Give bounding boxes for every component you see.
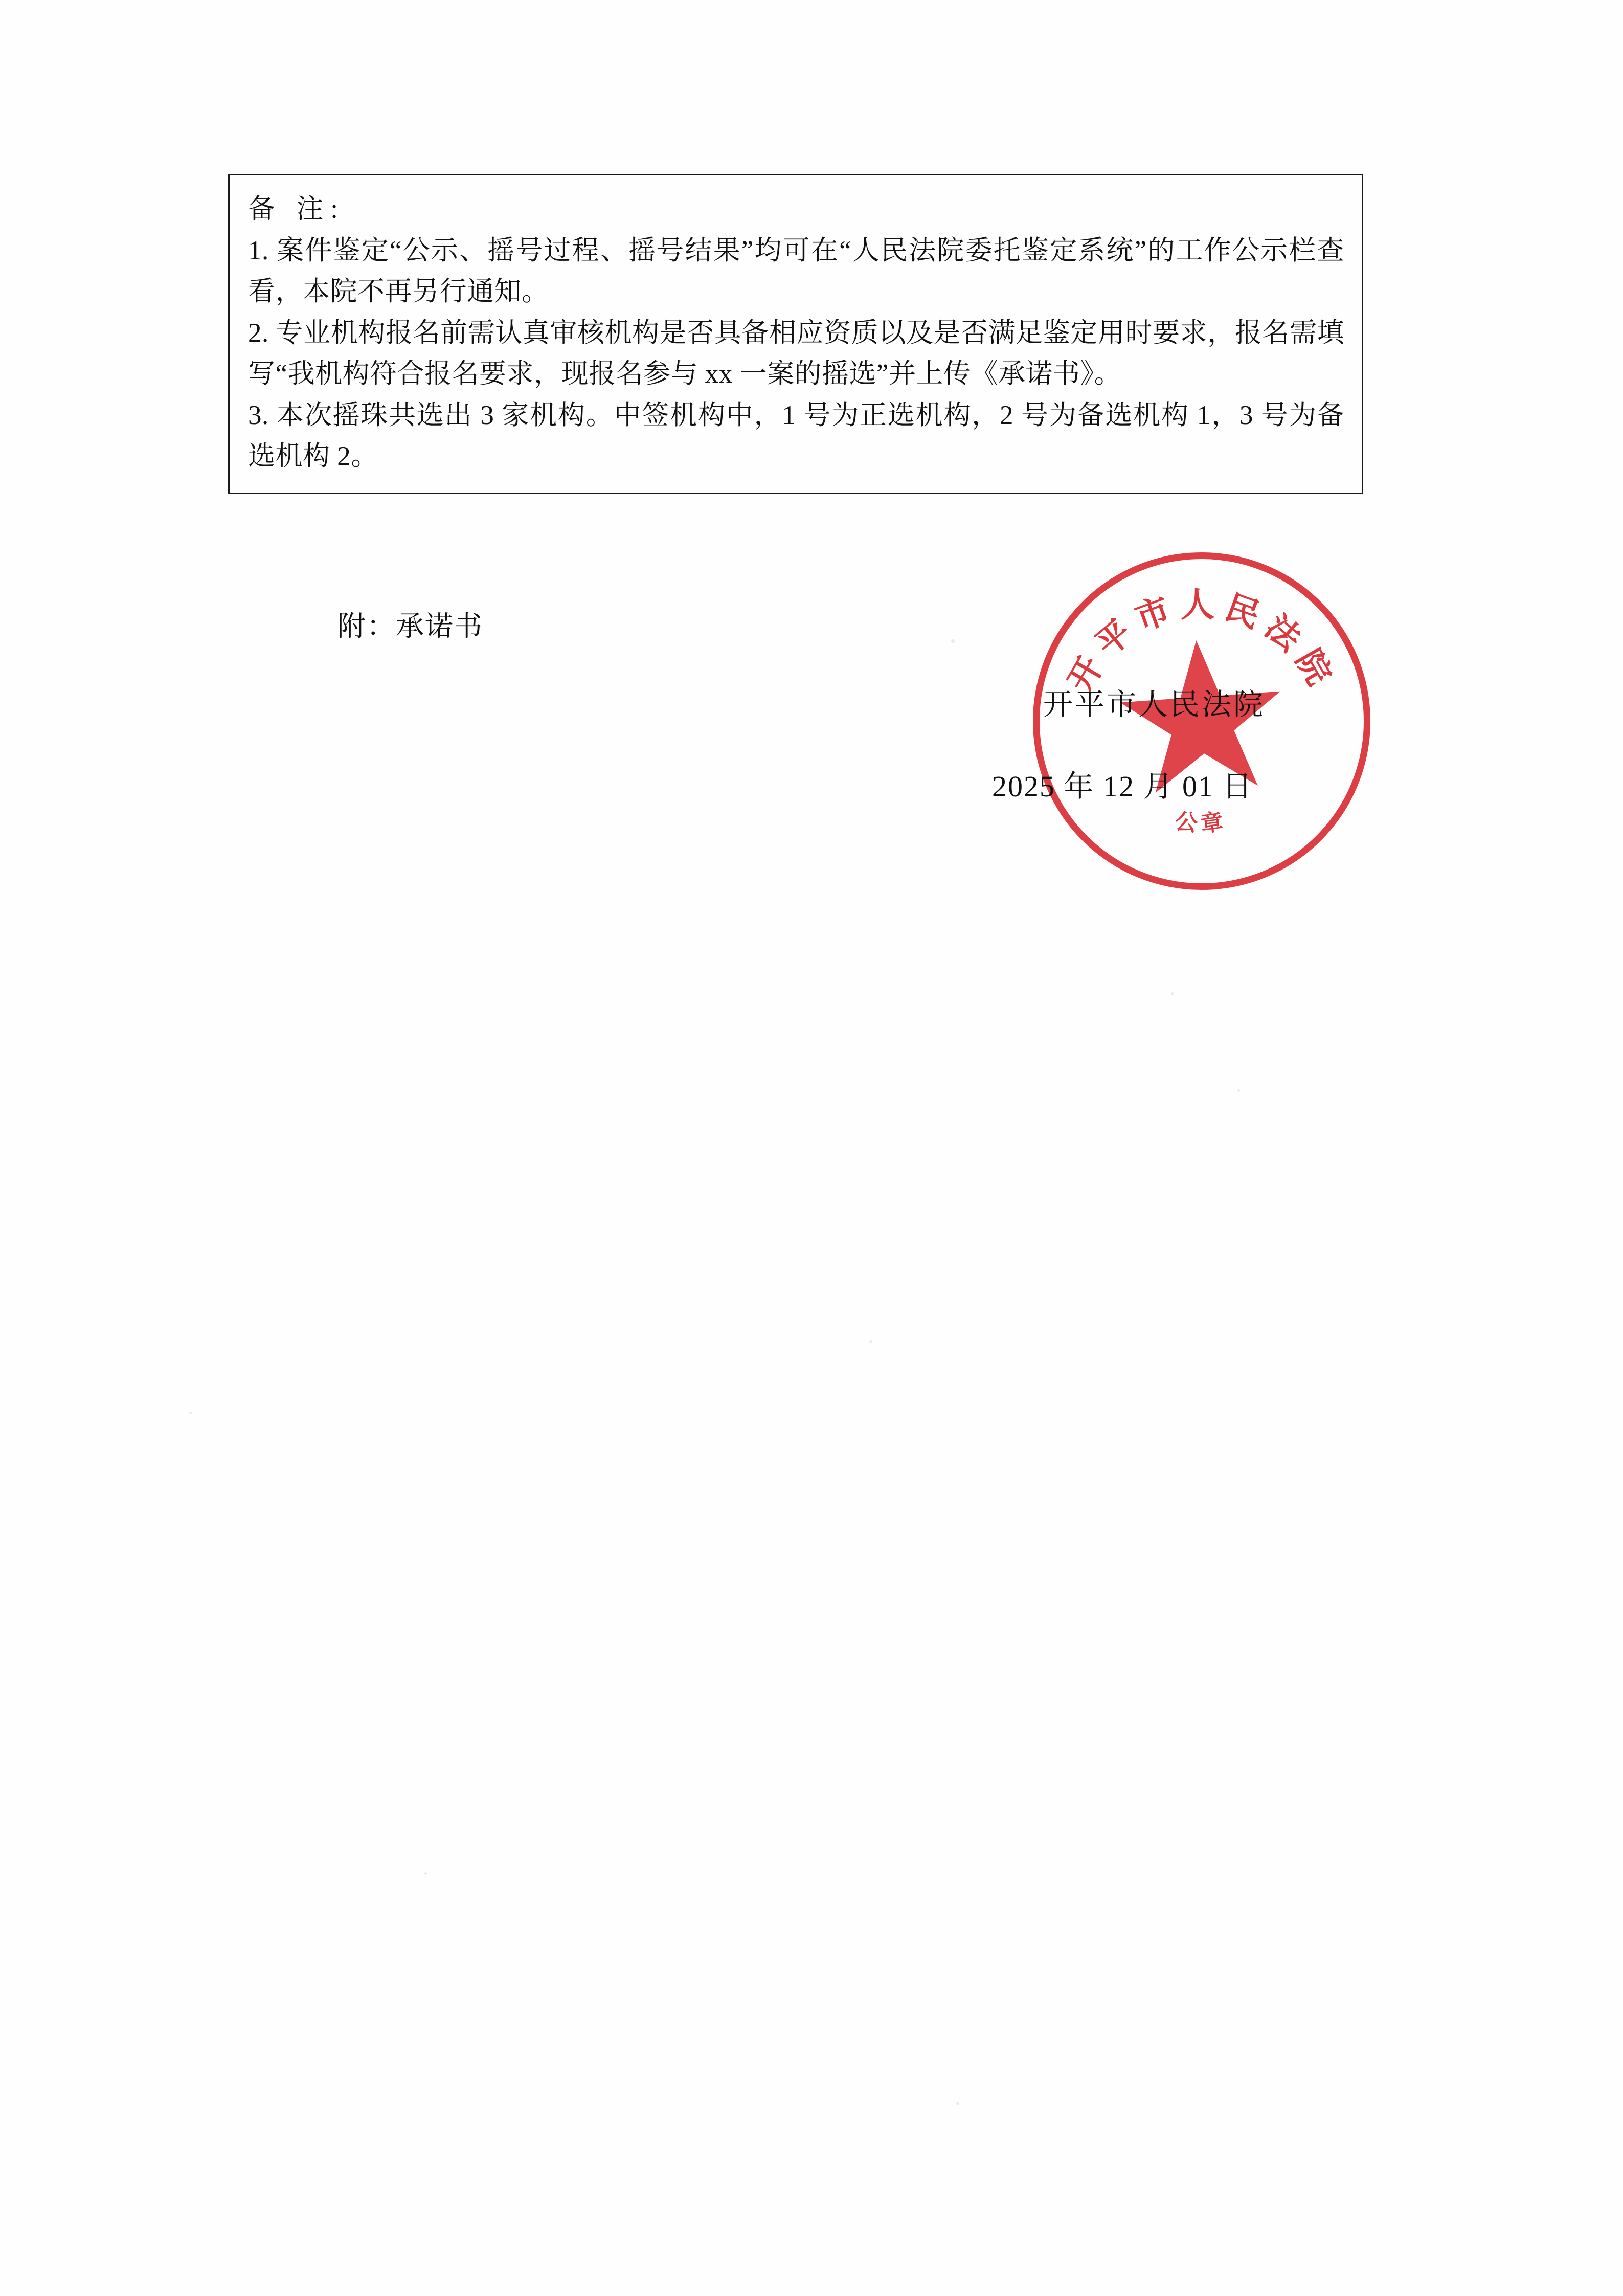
note-item-3: 3. 本次摇珠共选出 3 家机构。中签机构中，1 号为正选机构，2 号为备选机构 1，3 号为备选机构 2。: [248, 400, 1344, 472]
paper-speck: [424, 1872, 427, 1875]
svg-text:开平市人民法院: 开平市人民法院: [1061, 587, 1342, 699]
paper-speck: [1171, 992, 1174, 995]
paper-speck: [956, 2102, 959, 2105]
notes-box: [228, 174, 1363, 494]
court-name: 开平市人民法院: [1043, 688, 1266, 721]
notes-title: 备 注:: [248, 194, 345, 224]
note-item-1: 1. 案件鉴定“公示、摇号过程、摇号结果”均可在“人民法院委托鉴定系统”的工作公示栏查看，本院不再另行通知。: [248, 235, 1344, 307]
note-item-2: 2. 专业机构报名前需认真审核机构是否具备相应资质以及是否满足鉴定用时要求，报名需填写“我机构符合报名要求，现报名参与 xx 一案的摇选”并上传《承诺书》。: [248, 318, 1344, 389]
paper-speck: [951, 639, 955, 643]
court-date: 2025 年 12 月 01 日: [992, 770, 1253, 803]
svg-text:公章: 公章: [1174, 809, 1230, 837]
paper-speck: [189, 1412, 192, 1414]
paper-speck: [1237, 1089, 1240, 1092]
paper-speck: [869, 1340, 872, 1343]
attachment-line: 附：承诺书: [337, 611, 484, 642]
